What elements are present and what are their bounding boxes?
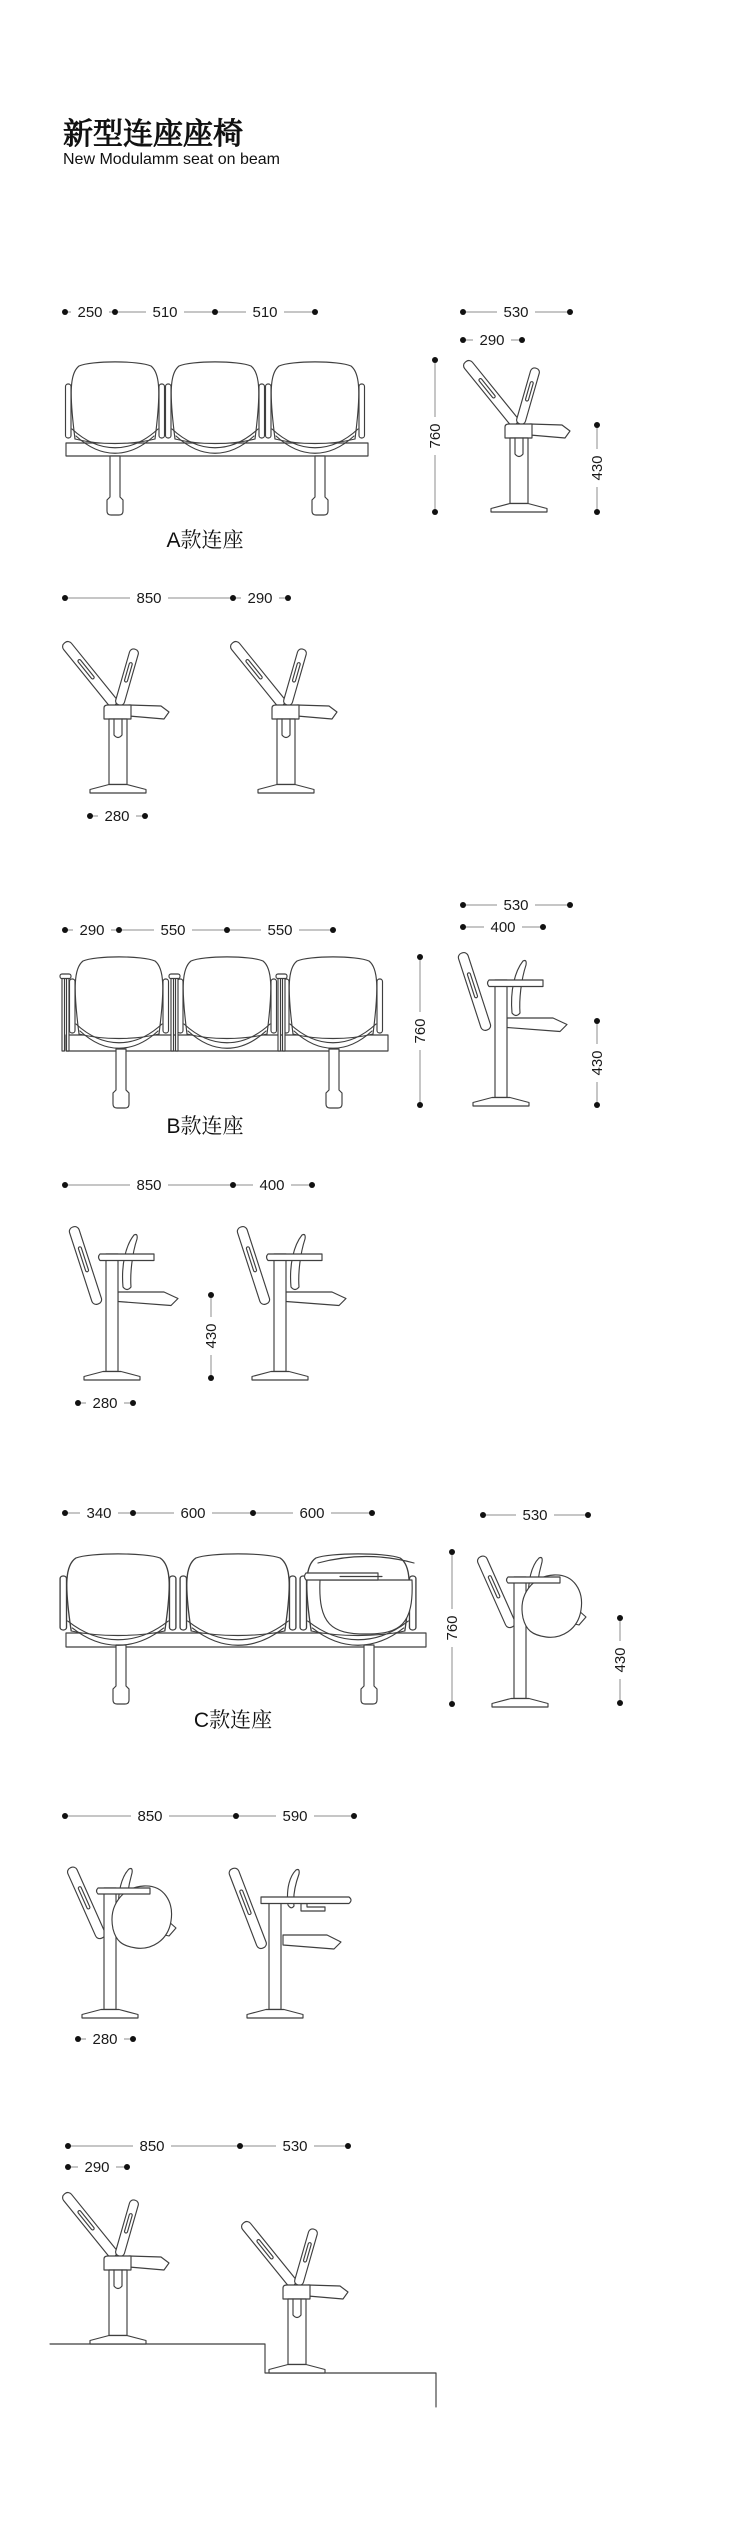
model-c-row-dims [62, 1808, 357, 1825]
egg-tablet-front [320, 1580, 412, 1634]
dim-b-side-depth: 530 [503, 897, 529, 914]
dim-c-row-tablet-depth: 590 [282, 1808, 308, 1825]
dim-a-side-seat-height: 430 [589, 455, 606, 481]
model-b-row-base-dim [75, 1395, 136, 1412]
dim-b-row-pitch: 850 [136, 1177, 162, 1194]
dim-c-front-seg3: 600 [299, 1505, 325, 1522]
dim-a-side-depth: 530 [503, 304, 529, 321]
model-a-row-base-dim [87, 808, 148, 825]
dim-a-side-back-depth: 290 [479, 332, 505, 349]
dim-b-row-tablet-depth: 400 [259, 1177, 285, 1194]
model-b-label: B款连座 [166, 1115, 244, 1138]
dim-c-side-seat-height: 430 [612, 1647, 629, 1673]
dim-c-row-pitch: 850 [137, 1808, 163, 1825]
dim-c-front-height: 760 [444, 1615, 461, 1641]
model-a-row-dims [62, 590, 291, 607]
dim-a-row-pitch: 850 [136, 590, 162, 607]
model-b-row-view [68, 1225, 346, 1380]
dim-a-row-clearance: 290 [247, 590, 273, 607]
dim-b-front-seg1: 290 [79, 922, 105, 939]
model-a-side-view [462, 359, 570, 512]
dim-a-front-seg2: 510 [152, 304, 178, 321]
model-a-label: A款连座 [166, 529, 244, 552]
model-c-front-view [60, 1554, 426, 1704]
dim-a-front-seg1: 250 [77, 304, 103, 321]
model-c-front-height-dim [444, 1549, 461, 1707]
page-title-en: New Modulamm seat on beam [63, 151, 280, 168]
model-a-row-view [61, 640, 337, 793]
dim-b-front-seg3: 550 [267, 922, 293, 939]
dim-c-front-seg2: 600 [180, 1505, 206, 1522]
dim-b-row-seat-height: 430 [203, 1323, 220, 1349]
stepped-dims [65, 2138, 351, 2176]
model-a-front-dims [62, 304, 318, 321]
model-b-front-view [60, 957, 388, 1108]
dim-stepped-depth: 530 [282, 2138, 308, 2155]
dim-b-side-seat-height: 430 [589, 1050, 606, 1076]
model-b-row-dims [62, 1177, 315, 1194]
page-title-cn: 新型连座座椅 [63, 118, 243, 151]
dim-b-side-tablet-depth: 400 [490, 919, 516, 936]
model-b-front-height-dim [412, 954, 429, 1108]
model-c-label: C款连座 [193, 1709, 273, 1732]
model-b-side-view [457, 951, 567, 1106]
model-c-front-dims [62, 1505, 375, 1522]
dim-a-front-seg3: 510 [252, 304, 278, 321]
dim-a-row-base: 280 [104, 808, 130, 825]
dim-c-row-base: 280 [92, 2031, 118, 2048]
model-a-front-view [66, 362, 369, 515]
dim-b-front-seg2: 550 [160, 922, 186, 939]
model-b-row-seat-height-dim [203, 1292, 220, 1381]
dim-b-front-height: 760 [412, 1018, 429, 1044]
stepped-installation-view [50, 2191, 436, 2407]
dim-stepped-clearance: 290 [84, 2159, 110, 2176]
dim-c-side-depth: 530 [522, 1507, 548, 1524]
model-c-row-view [66, 1866, 351, 2018]
dim-b-row-base: 280 [92, 1395, 118, 1412]
model-c-row-base-dim [75, 2031, 136, 2048]
dim-a-side-height: 760 [427, 423, 444, 449]
model-b-front-dims [62, 922, 336, 939]
dim-stepped-pitch: 850 [139, 2138, 165, 2155]
dim-c-front-seg1: 340 [86, 1505, 112, 1522]
model-c-side-view [476, 1555, 586, 1707]
stair-floor-line [50, 2344, 436, 2407]
